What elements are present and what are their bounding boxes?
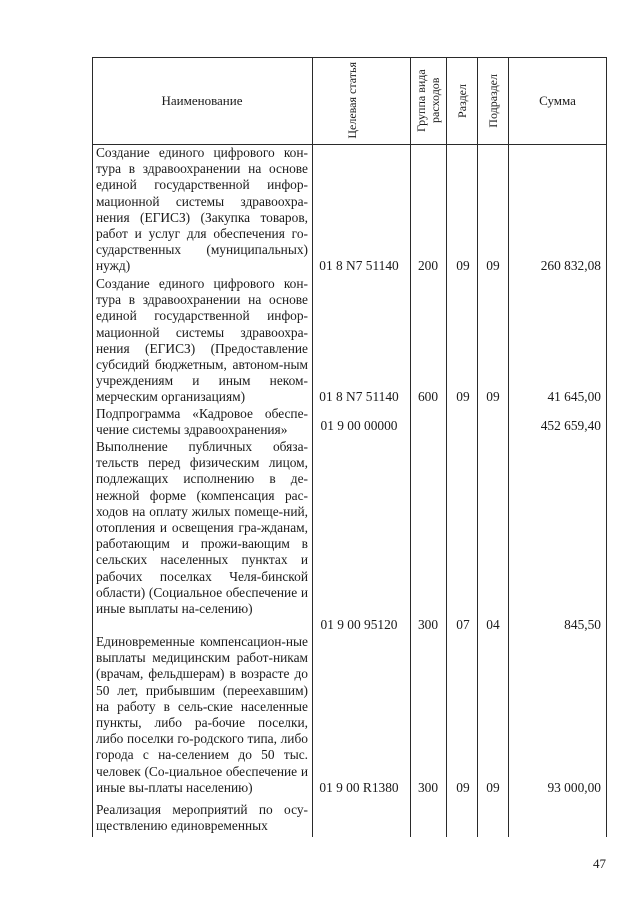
header-subsection-label: Подраздел [486,73,500,128]
row-sum: 93 000,00 [547,780,601,795]
row-name: Создание единого цифрового кон-тура в здравоохранении на основе единой государственной инфор-мационной системы здравоохра-нения (ЕГИСЗ) (Закупка товаров, работ и услуг для обеспечения го-сударственных (муниципальных) нужд) [96,145,308,274]
page-number: 47 [593,856,606,871]
row-target: 01 9 00 00000 [320,418,398,433]
header-group [411,57,446,144]
table-border-left [92,57,93,837]
row-sum: 452 659,40 [540,418,601,433]
row-target: 01 8 N7 51140 [319,389,399,404]
header-name-label: Наименование [161,92,243,108]
row-target: 01 9 00 R1380 [319,780,399,795]
column-divider [312,57,313,837]
row-section: 07 [456,617,470,632]
row-target: 01 8 N7 51140 [319,258,399,273]
budget-table [92,57,607,837]
row-name: Единовременные компенсацион-ные выплаты медицинским работ-никам (врачам, фельдшерам) в возрасте до 50 лет, прибывшим (переехавшим) на работу в сель-ские населенные пункты, либо ра-бочие поселки, либо поселки го-родского типа, либо города с на-селением до 50 тыс. человек (Со-циальное обеспечение и иные вы-платы населению) [96,634,308,795]
row-group: 300 [417,780,439,795]
header-section [447,57,477,144]
header-target-label: Целевая статья [344,62,359,139]
row-name: Выполнение публичных обяза-тельств перед физическим лицом, подлежащих исполнению в де-нежной форме (компенсация рас-ходов на оплату жилых помеще-ний, отопления и освещения гра-жданам, работающим и прожи-вающим в сельских населенных пунктах и рабочих поселках Челя-бинской области) (Социальное обеспечение и иные выплаты на-селению) [96,439,308,617]
row-group: 200 [417,258,439,273]
row-section: 09 [456,389,470,404]
row-name: Создание единого цифрового кон-тура в здравоохранении на основе единой государственной инфор-мационной системы здравоохра-нения (ЕГИСЗ) (Предоставление субсидий бюджетным, автоном-ным учреждениям и иным неком-мерческим организациям) [96,276,308,405]
column-divider [508,57,509,837]
row-section: 09 [456,258,470,273]
header-sum [509,57,606,144]
row-subsection: 04 [486,617,500,632]
row-sum: 260 832,08 [540,258,601,273]
header-group-label: Группа вида расходов [413,69,442,132]
row-subsection: 09 [486,258,500,273]
row-target: 01 9 00 95120 [320,617,398,632]
row-name: Реализация мероприятий по осу-ществлению единовременных [96,802,308,834]
row-sum: 41 645,00 [547,389,601,404]
column-divider [477,57,478,837]
header-name [92,57,312,144]
column-divider [446,57,447,837]
table-border-right [606,57,607,837]
header-sum-label: Сумма [539,92,576,108]
row-subsection: 09 [486,389,500,404]
row-subsection: 09 [486,780,500,795]
row-name: Подпрограмма «Кадровое обеспе-чение системы здравоохранения» [96,406,308,438]
column-divider [410,57,411,837]
header-target [313,57,410,144]
row-sum: 845,50 [564,617,601,632]
row-group: 300 [417,617,439,632]
header-subsection [478,57,508,144]
row-group: 600 [417,389,439,404]
header-section-label: Раздел [455,83,469,118]
row-section: 09 [456,780,470,795]
